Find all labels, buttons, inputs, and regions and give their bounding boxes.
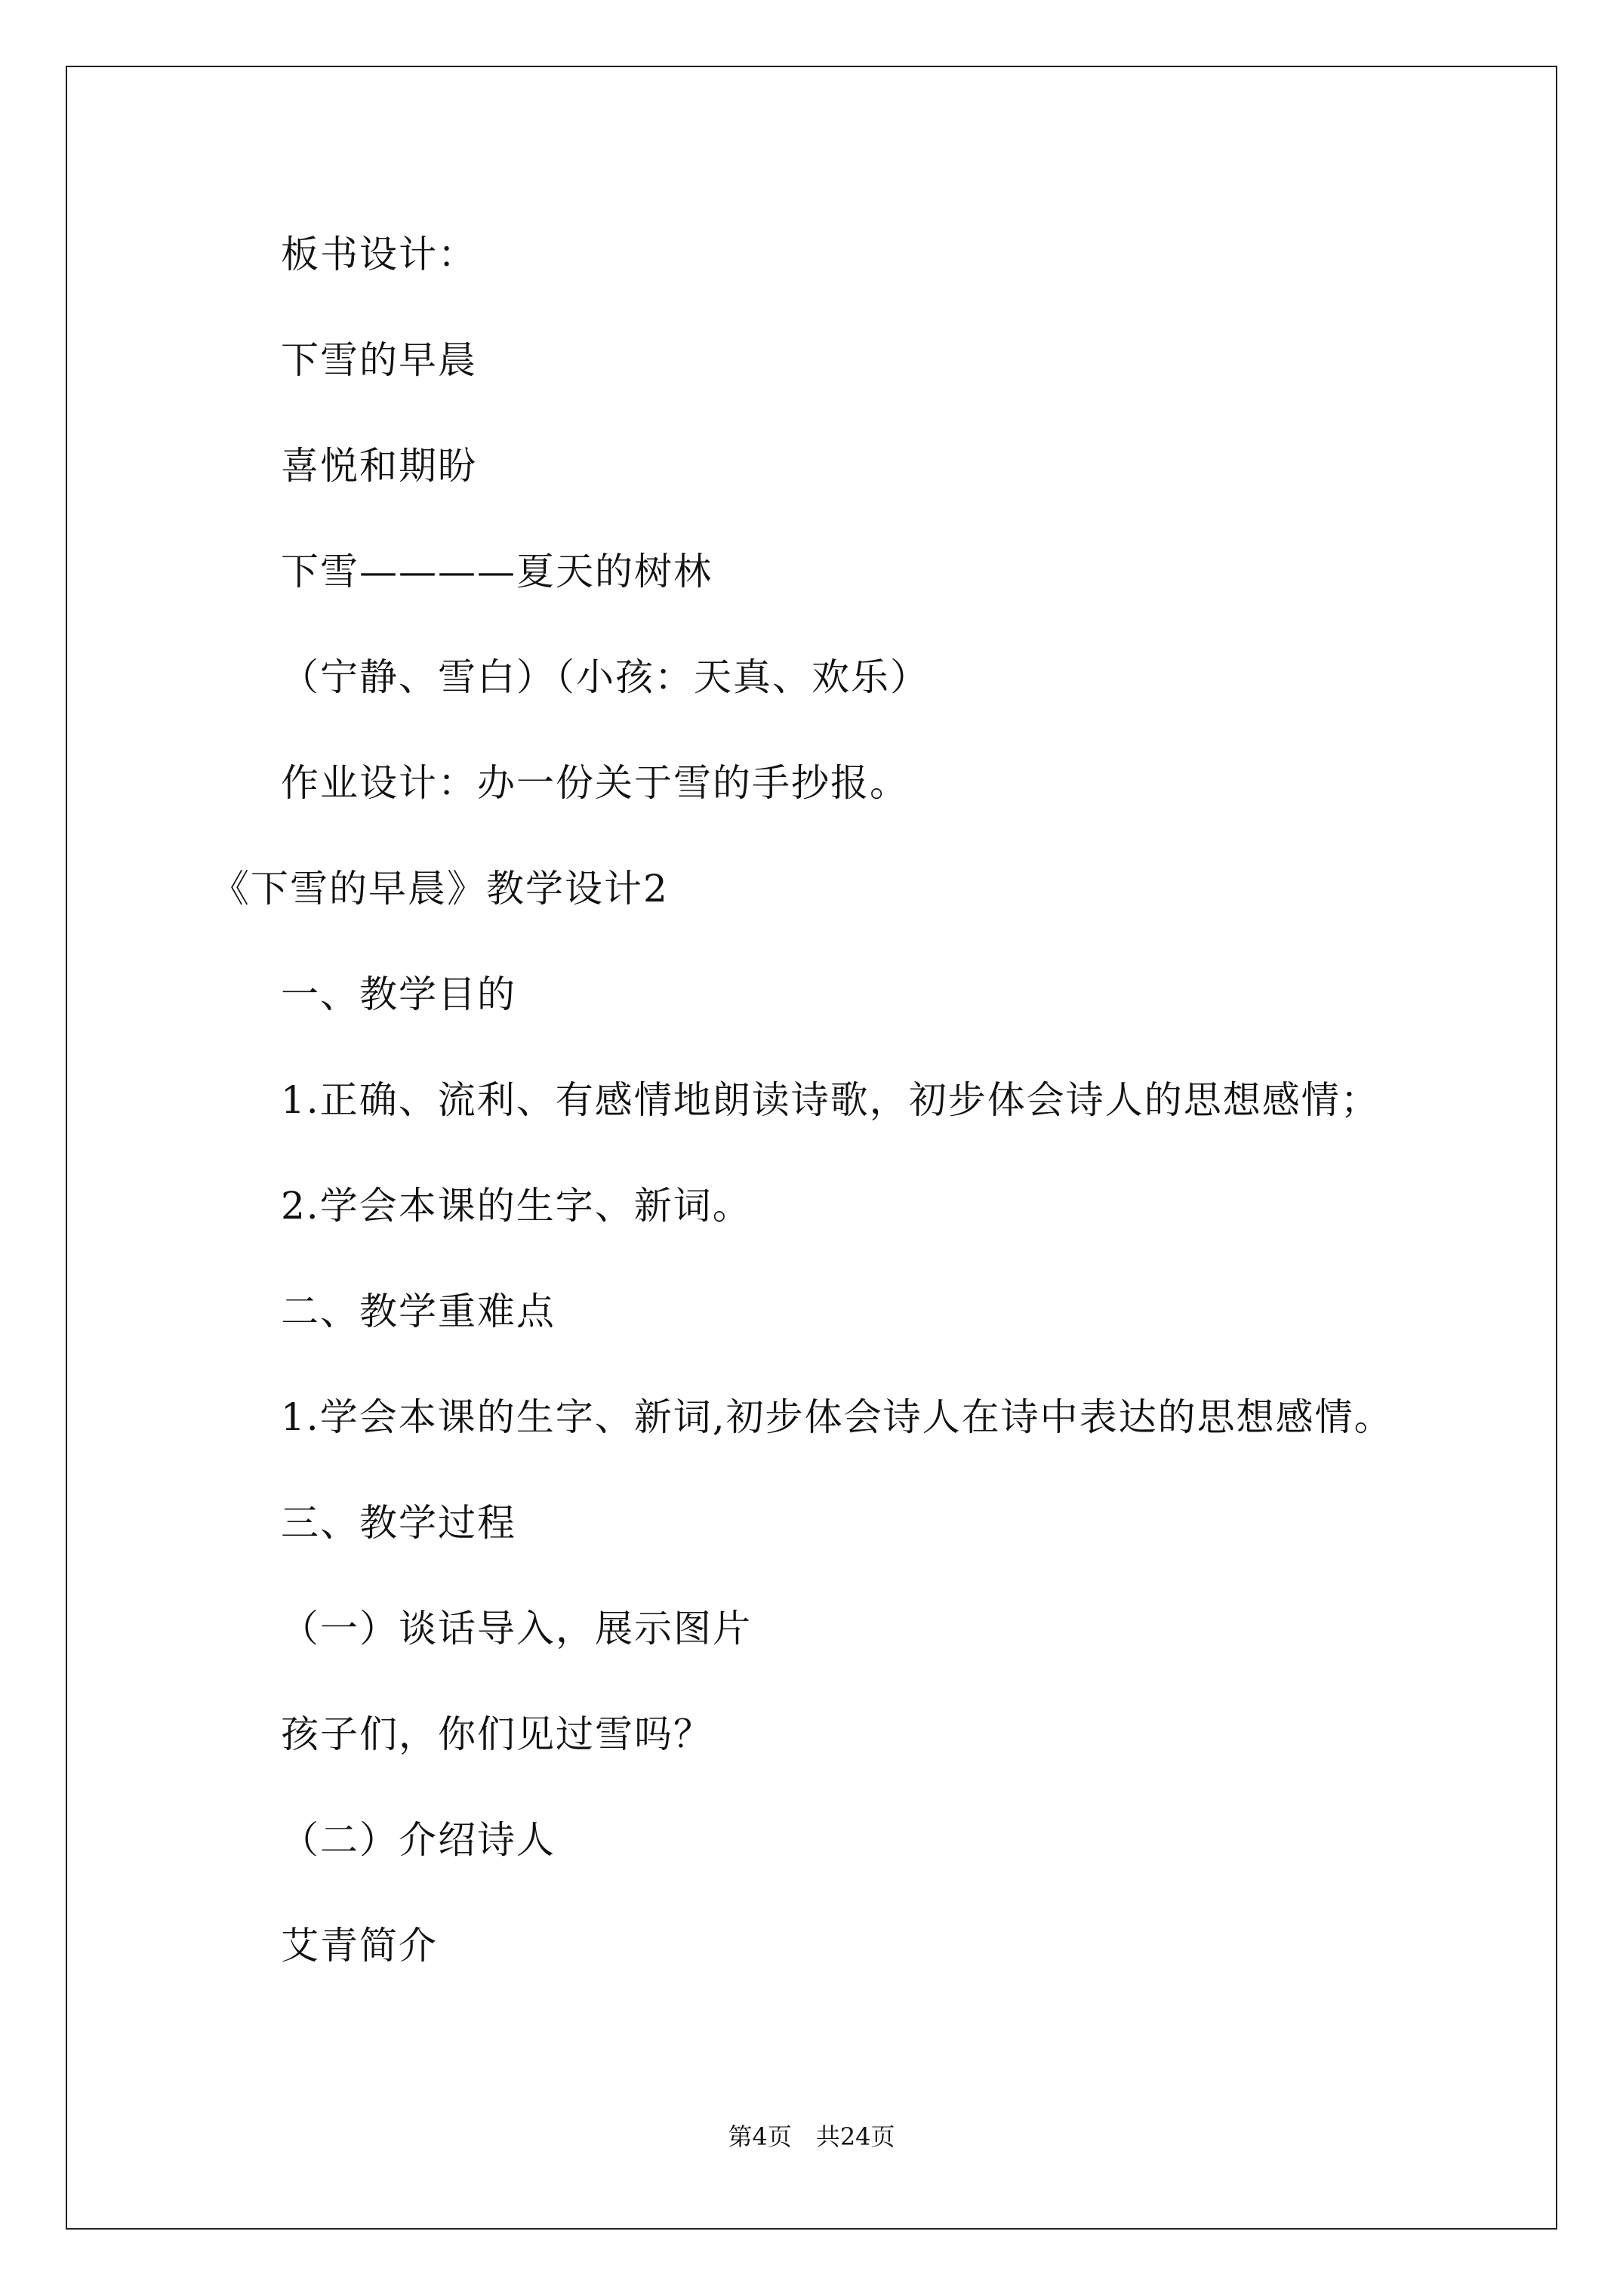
board-title: 下雪的早晨	[281, 338, 477, 382]
process-question: 孩子们，你们见过雪吗？	[281, 1712, 713, 1756]
objective-2: 2.学会本课的生字、新词。	[281, 1184, 752, 1228]
process-step-1: （一）谈话导入，展示图片	[281, 1607, 752, 1650]
board-line-joy: 喜悦和期盼	[281, 444, 477, 488]
objective-1: 1.正确、流利、有感情地朗读诗歌，初步体会诗人的思想感情；	[281, 1078, 1380, 1122]
heading-key-points: 二、教学重难点	[281, 1290, 556, 1333]
page-border	[66, 66, 1557, 2230]
homework-design: 作业设计：办一份关于雪的手抄报。	[281, 761, 909, 805]
process-step-2: （二）介绍诗人	[281, 1818, 556, 1862]
page-footer: 第4页 共24页	[728, 2122, 895, 2151]
heading-process: 三、教学过程	[281, 1501, 516, 1545]
poet-intro: 艾青简介	[281, 1924, 438, 1968]
key-point-1: 1.学会本课的生字、新词,初步体会诗人在诗中表达的思想感情。	[281, 1395, 1394, 1439]
heading-objectives: 一、教学目的	[281, 972, 516, 1016]
board-design-heading: 板书设计：	[281, 233, 477, 276]
board-line-keywords: （宁静、雪白）（小孩：天真、欢乐）	[281, 655, 929, 699]
board-line-snow: 下雪————夏天的树林	[281, 550, 713, 593]
section-title: 《下雪的早晨》教学设计2	[211, 867, 669, 911]
